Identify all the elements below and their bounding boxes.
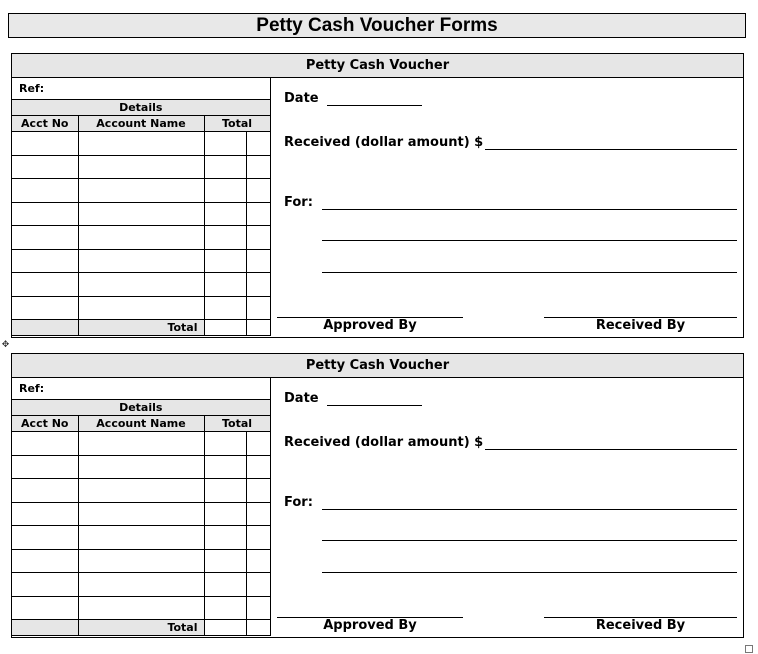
table-resize-handle[interactable] xyxy=(745,645,753,653)
acct-no-cell[interactable] xyxy=(12,549,78,573)
date-label: Date xyxy=(284,91,319,106)
total-spacer xyxy=(12,320,78,336)
table-row xyxy=(12,432,270,456)
for-line-3[interactable] xyxy=(322,572,737,573)
dollars-cell[interactable] xyxy=(204,479,246,503)
col-acct-no: Acct No xyxy=(12,116,78,132)
dollars-cell[interactable] xyxy=(204,455,246,479)
date-field[interactable] xyxy=(327,405,422,406)
table-row xyxy=(12,273,270,297)
account-name-cell[interactable] xyxy=(78,179,204,203)
cents-cell[interactable] xyxy=(246,226,270,250)
dollars-cell[interactable] xyxy=(204,596,246,620)
dollars-cell[interactable] xyxy=(204,549,246,573)
account-name-cell[interactable] xyxy=(78,573,204,597)
cents-cell[interactable] xyxy=(246,179,270,203)
ref-field[interactable]: Ref: xyxy=(12,377,270,400)
acct-no-cell[interactable] xyxy=(12,479,78,503)
received-by-label: Received By xyxy=(595,318,686,333)
acct-no-cell[interactable] xyxy=(12,132,78,156)
dollars-cell[interactable] xyxy=(204,273,246,297)
cents-cell[interactable] xyxy=(246,155,270,179)
cents-cell[interactable] xyxy=(246,132,270,156)
cents-cell[interactable] xyxy=(246,526,270,550)
col-total: Total xyxy=(204,116,270,132)
acct-no-cell[interactable] xyxy=(12,596,78,620)
voucher-form xyxy=(11,53,743,339)
account-name-cell[interactable] xyxy=(78,479,204,503)
page-title: Petty Cash Voucher Forms xyxy=(8,13,746,38)
cents-cell[interactable] xyxy=(246,549,270,573)
received-amount-field[interactable] xyxy=(485,149,737,150)
acct-no-cell[interactable] xyxy=(12,432,78,456)
cents-cell[interactable] xyxy=(246,432,270,456)
table-row xyxy=(12,502,270,526)
date-label: Date xyxy=(284,391,319,406)
cents-cell[interactable] xyxy=(246,596,270,620)
total-dollars-cell[interactable] xyxy=(204,320,246,336)
dollars-cell[interactable] xyxy=(204,155,246,179)
table-row xyxy=(12,455,270,479)
dollars-cell[interactable] xyxy=(204,432,246,456)
acct-no-cell[interactable] xyxy=(12,179,78,203)
account-name-cell[interactable] xyxy=(78,226,204,250)
table-row xyxy=(12,155,270,179)
details-header: Details xyxy=(12,100,270,116)
dollars-cell[interactable] xyxy=(204,132,246,156)
acct-no-cell[interactable] xyxy=(12,296,78,320)
table-row xyxy=(12,202,270,226)
for-line-2[interactable] xyxy=(322,540,737,541)
ref-field[interactable]: Ref: xyxy=(12,77,270,100)
acct-no-cell[interactable] xyxy=(12,455,78,479)
received-by-label: Received By xyxy=(595,618,686,633)
account-name-cell[interactable] xyxy=(78,202,204,226)
account-name-cell[interactable] xyxy=(78,273,204,297)
col-total: Total xyxy=(204,416,270,432)
for-label: For: xyxy=(284,195,313,210)
total-cents-cell[interactable] xyxy=(246,320,270,336)
cents-cell[interactable] xyxy=(246,202,270,226)
details-header: Details xyxy=(12,400,270,416)
acct-no-cell[interactable] xyxy=(12,226,78,250)
table-move-handle-icon[interactable]: ✥ xyxy=(1,340,10,350)
dollars-cell[interactable] xyxy=(204,226,246,250)
acct-no-cell[interactable] xyxy=(12,249,78,273)
dollars-cell[interactable] xyxy=(204,296,246,320)
total-dollars-cell[interactable] xyxy=(204,620,246,636)
dollars-cell[interactable] xyxy=(204,573,246,597)
cents-cell[interactable] xyxy=(246,502,270,526)
table-row xyxy=(12,179,270,203)
cents-cell[interactable] xyxy=(246,296,270,320)
cents-cell[interactable] xyxy=(246,455,270,479)
acct-no-cell[interactable] xyxy=(12,273,78,297)
table-row xyxy=(12,479,270,503)
voucher-body xyxy=(11,77,744,338)
voucher-heading: Petty Cash Voucher xyxy=(11,53,744,78)
voucher-form xyxy=(11,353,743,639)
account-name-cell[interactable] xyxy=(78,596,204,620)
dollars-cell[interactable] xyxy=(204,202,246,226)
for-line-1[interactable] xyxy=(322,509,737,510)
account-name-cell[interactable] xyxy=(78,249,204,273)
col-acct-no: Acct No xyxy=(12,416,78,432)
account-name-cell[interactable] xyxy=(78,432,204,456)
account-name-cell[interactable] xyxy=(78,526,204,550)
acct-no-cell[interactable] xyxy=(12,155,78,179)
dollars-cell[interactable] xyxy=(204,526,246,550)
cents-cell[interactable] xyxy=(246,573,270,597)
table-row xyxy=(12,573,270,597)
received-amount-field[interactable] xyxy=(485,449,737,450)
account-table xyxy=(12,77,271,336)
voucher-body xyxy=(11,377,744,638)
acct-no-cell[interactable] xyxy=(12,573,78,597)
account-name-cell[interactable] xyxy=(78,549,204,573)
dollars-cell[interactable] xyxy=(204,249,246,273)
approved-by-label: Approved By xyxy=(323,318,417,333)
table-row xyxy=(12,596,270,620)
for-line-2[interactable] xyxy=(322,240,737,241)
for-label: For: xyxy=(284,495,313,510)
table-row xyxy=(12,249,270,273)
received-amount-label: Received (dollar amount) $ xyxy=(284,135,484,150)
table-row xyxy=(12,549,270,573)
col-account-name: Account Name xyxy=(78,116,204,132)
account-name-cell[interactable] xyxy=(78,155,204,179)
account-name-cell[interactable] xyxy=(78,455,204,479)
received-amount-label: Received (dollar amount) $ xyxy=(284,435,484,450)
cents-cell[interactable] xyxy=(246,249,270,273)
total-spacer xyxy=(12,620,78,636)
table-row xyxy=(12,132,270,156)
approved-by-label: Approved By xyxy=(323,618,417,633)
table-row xyxy=(12,296,270,320)
acct-no-cell[interactable] xyxy=(12,526,78,550)
date-field[interactable] xyxy=(327,105,422,106)
col-account-name: Account Name xyxy=(78,416,204,432)
acct-no-cell[interactable] xyxy=(12,502,78,526)
acct-no-cell[interactable] xyxy=(12,202,78,226)
dollars-cell[interactable] xyxy=(204,502,246,526)
for-line-1[interactable] xyxy=(322,209,737,210)
table-row xyxy=(12,526,270,550)
cents-cell[interactable] xyxy=(246,479,270,503)
table-row xyxy=(12,226,270,250)
voucher-heading: Petty Cash Voucher xyxy=(11,353,744,378)
cents-cell[interactable] xyxy=(246,273,270,297)
total-label: Total xyxy=(78,620,204,636)
for-line-3[interactable] xyxy=(322,272,737,273)
total-label: Total xyxy=(78,320,204,336)
account-name-cell[interactable] xyxy=(78,132,204,156)
dollars-cell[interactable] xyxy=(204,179,246,203)
account-name-cell[interactable] xyxy=(78,502,204,526)
account-table xyxy=(12,377,271,636)
total-cents-cell[interactable] xyxy=(246,620,270,636)
account-name-cell[interactable] xyxy=(78,296,204,320)
